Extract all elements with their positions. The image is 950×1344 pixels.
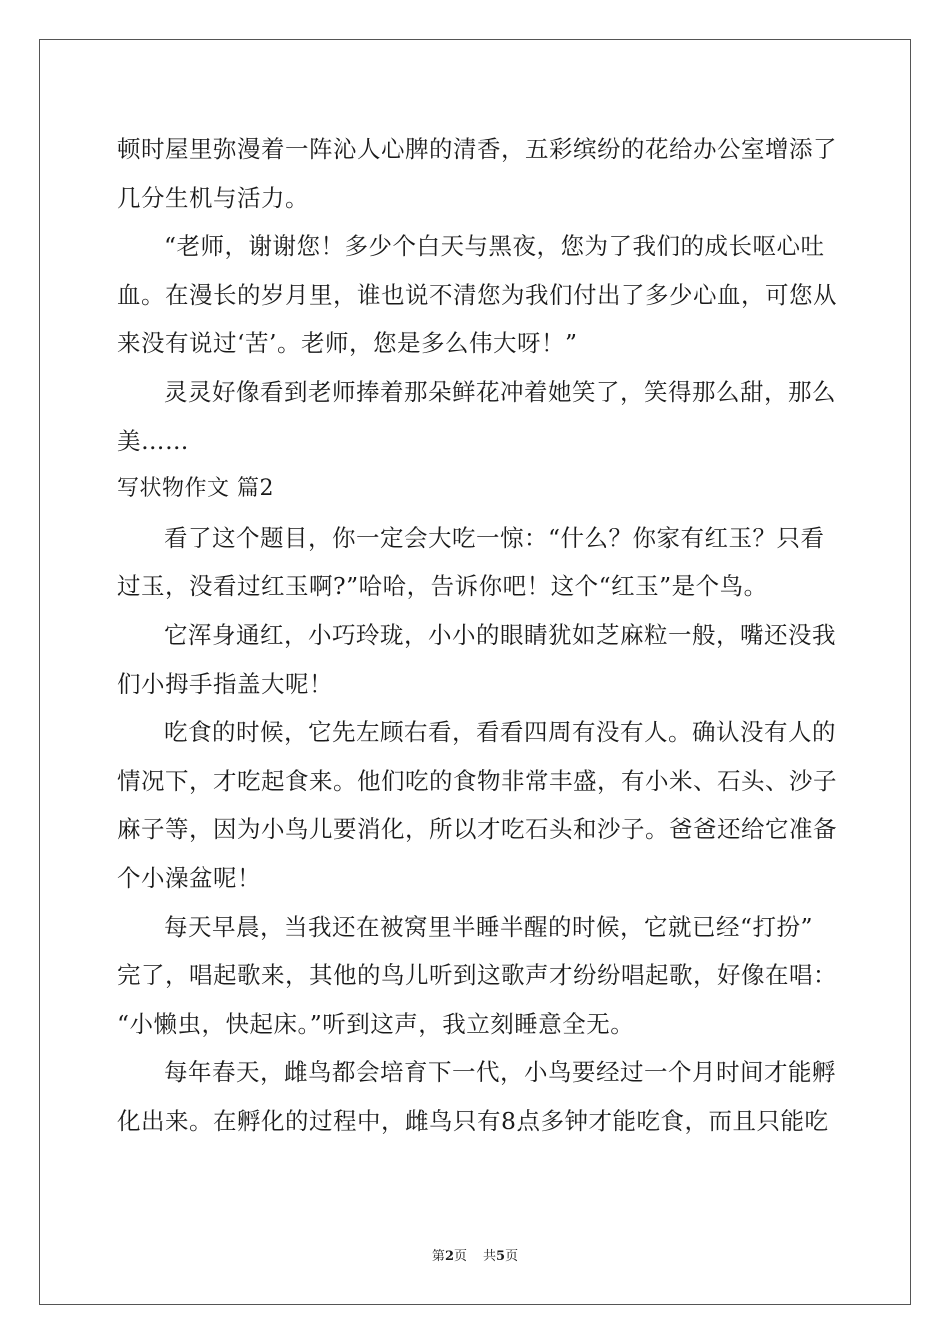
section-heading: 写状物作文 篇2 (117, 476, 274, 502)
text-line: 几分生机与活力。 (117, 183, 309, 212)
text-line: 每年春天，雌鸟都会培育下一代，小鸟要经过一个月时间才能孵 (164, 1058, 836, 1087)
page-footer (0, 1248, 950, 1266)
text-line: 过玉，没看过红玉啊?”哈哈，告诉你吧！这个“红玉”是个鸟。 (117, 572, 768, 601)
text-line: 完了，唱起歌来，其他的鸟儿听到这歌声才纷纷唱起歌，好像在唱： (117, 961, 837, 990)
text-line: 灵灵好像看到老师捧着那朵鲜花冲着她笑了，笑得那么甜，那么 (164, 377, 836, 406)
text-line: 个小澡盆呢！ (117, 863, 261, 892)
page-label-suffix: 页 (453, 1249, 467, 1264)
page-label-prefix: 第 (431, 1249, 445, 1264)
total-label-prefix: 共 (483, 1249, 497, 1264)
text-line: 看了这个题目，你一定会大吃一惊：“什么？你家有红玉？只看 (164, 523, 825, 552)
text-line: “老师，谢谢您！多少个白天与黑夜，您为了我们的成长呕心吐 (164, 232, 825, 261)
text-line: 美…… (117, 426, 189, 455)
text-line: 它浑身通红，小巧玲珑，小小的眼睛犹如芝麻粒一般，嘴还没我 (164, 620, 836, 649)
text-line: 麻子等，因为小鸟儿要消化，所以才吃石头和沙子。爸爸还给它准备 (117, 815, 837, 844)
text-line: 来没有说过‘苦’。老师，您是多么伟大呀！” (117, 329, 578, 358)
total-label-suffix: 页 (505, 1249, 519, 1264)
total-page-number: 5 (496, 1249, 506, 1264)
text-line: 化出来。在孵化的过程中，雌鸟只有8点多钟才能吃食，而且只能吃 (117, 1106, 829, 1135)
text-line: 血。在漫长的岁月里，谁也说不清您为我们付出了多少心血，可您从 (117, 280, 837, 309)
text-line: 们小拇手指盖大呢！ (117, 669, 333, 698)
text-line: 顿时屋里弥漫着一阵沁人心脾的清香，五彩缤纷的花给办公室增添了 (117, 135, 837, 163)
text-line: “小懒虫，快起床。”听到这声，我立刻睡意全无。 (117, 1009, 635, 1038)
text-line: 吃食的时候，它先左顾右看，看看四周有没有人。确认没有人的 (164, 718, 836, 747)
text-line: 每天早晨，当我还在被窝里半睡半醒的时候，它就已经“打扮” (164, 912, 814, 941)
document-body (117, 125, 837, 1145)
text-line: 情况下，才吃起食来。他们吃的食物非常丰盛，有小米、石头、沙子 (117, 766, 837, 795)
current-page-number: 2 (444, 1249, 454, 1264)
